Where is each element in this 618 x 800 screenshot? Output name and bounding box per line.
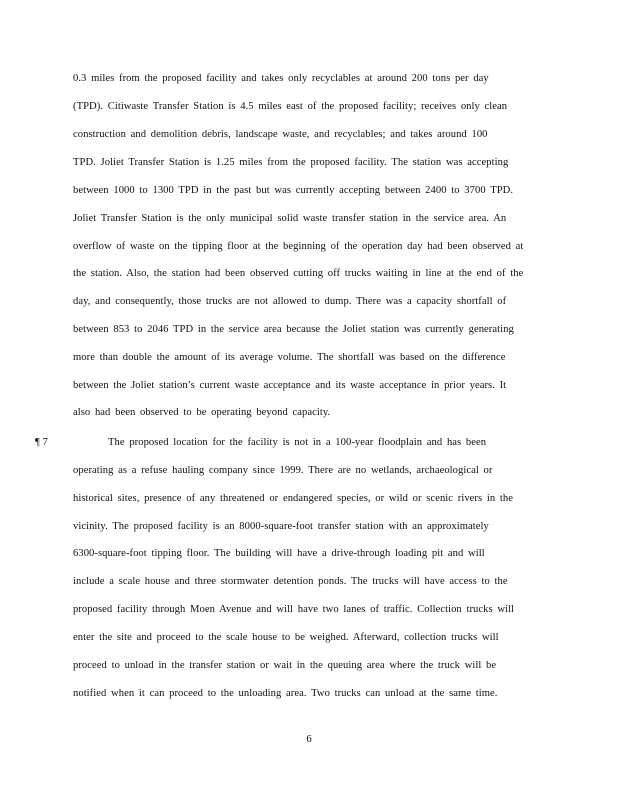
body-text-line: enter the site and proceed to the scale house to be weighed. Afterward, collection trucks will bbox=[73, 632, 499, 643]
paragraph-number: ¶ 7 bbox=[35, 437, 48, 448]
body-text-line: 0.3 miles from the proposed facility and takes only recyclables at around 200 tons per day bbox=[73, 73, 489, 84]
body-text-line: proceed to unload in the transfer station or wait in the queuing area where the truck will be bbox=[73, 660, 497, 671]
body-text-line: notified when it can proceed to the unloading area. Two trucks can unload at the same time. bbox=[73, 688, 498, 699]
body-text-line: (TPD). Citiwaste Transfer Station is 4.5 miles east of the proposed facility; receives only clean bbox=[73, 101, 508, 112]
body-text-line: historical sites, presence of any threatened or endangered species, or wild or scenic rivers in the bbox=[73, 493, 514, 504]
body-text-line: vicinity. The proposed facility is an 8000-square-foot transfer station with an approximately bbox=[73, 521, 489, 532]
body-text-line: 6300-square-foot tipping floor. The building will have a drive-through loading pit and will bbox=[73, 548, 485, 559]
page-number: 6 bbox=[306, 734, 312, 745]
paragraph-first-line: The proposed location for the facility is not in a 100-year floodplain and has been bbox=[108, 437, 487, 448]
body-text-line: operating as a refuse hauling company since 1999. There are no wetlands, archaeological or bbox=[73, 465, 493, 476]
body-text-line: proposed facility through Moen Avenue and will have two lanes of traffic. Collection trucks will bbox=[73, 604, 515, 615]
body-text-line: between 1000 to 1300 TPD in the past but was currently accepting between 2400 to 3700 TPD. bbox=[73, 185, 514, 196]
body-text-line: overflow of waste on the tipping floor at the beginning of the operation day had been observed at bbox=[73, 241, 524, 252]
body-text-line: TPD. Joliet Transfer Station is 1.25 miles from the proposed facility. The station was accepting bbox=[73, 157, 509, 168]
body-text-line: between the Joliet station’s current waste acceptance and its waste acceptance in prior years. It bbox=[73, 380, 507, 391]
body-text-line: include a scale house and three stormwater detention ponds. The trucks will have access to the bbox=[73, 576, 508, 587]
body-text-line: construction and demolition debris, landscape waste, and recyclables; and takes around 100 bbox=[73, 129, 488, 140]
body-text-line: between 853 to 2046 TPD in the service area because the Joliet station was currently generating bbox=[73, 324, 514, 335]
body-text-line: also had been observed to be operating beyond capacity. bbox=[73, 407, 331, 418]
body-text-line: more than double the amount of its average volume. The shortfall was based on the difference bbox=[73, 352, 506, 363]
body-text-line: Joliet Transfer Station is the only municipal solid waste transfer station in the service area. An bbox=[73, 213, 507, 224]
body-text-line: day, and consequently, those trucks are not allowed to dump. There was a capacity shortfall of bbox=[73, 296, 507, 307]
body-text-line: the station. Also, the station had been observed cutting off trucks waiting in line at the end of the bbox=[73, 268, 524, 279]
